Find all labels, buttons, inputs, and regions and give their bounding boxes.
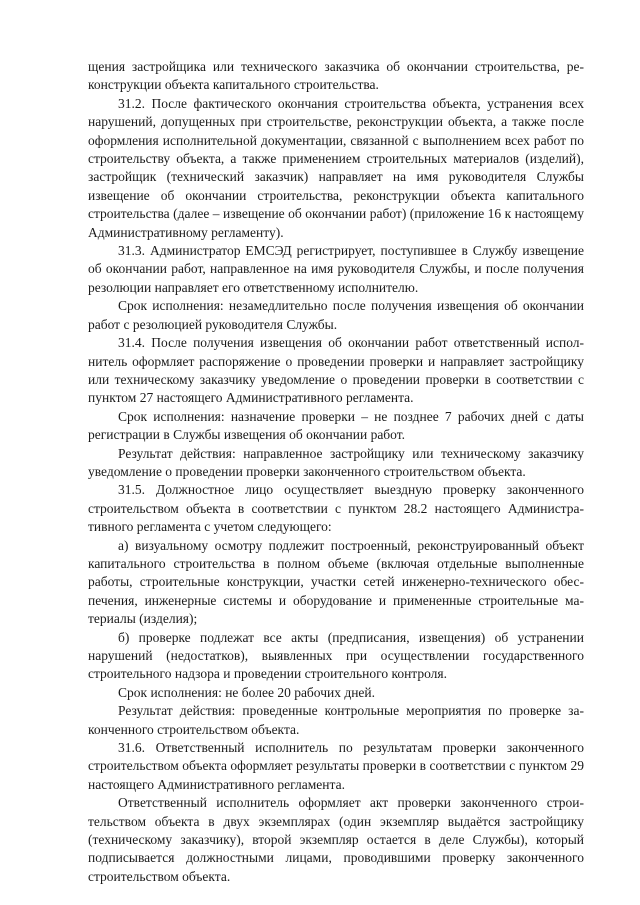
paragraph-31-5-item-a: а) визуальному осмотру подлежит построенный, реконструированный объект капитального строительства в полном объеме (включая отдельные выполненные работы, строительные конструкции, участки сетей инженерно-технического обеспечения, инженерные системы и оборудование и примененные строительные материалы (изделия); [88,537,584,627]
paragraph-31-5: 31.5. Должностное лицо осуществляет выездную проверку законченного строительством объекта в соответствии с пунктом 28.2 настоящего Административного регламента с учетом следующего: [88,482,584,535]
paragraph-31-2: 31.2. После фактического окончания строительства объекта, устранения всех нарушений, допущенных при строительстве, реконструкции объекта, а также после оформления исполнительной документации, связанной с выполнением всех работ по строительству объекта, а также применением строительных материалов (изделий), застройщик (технический заказчик) направляет на имя руководителя Службы извещение об окончании строительства, реконструкции объекта капитального строительства (далее – извещение об окончании работ) (приложение 16 к настоящему Административному регламенту). [88,95,584,240]
paragraph-31-5-item-b: б) проверке подлежат все акты (предписания, извещения) об устранении нарушений (недостатков), выявленных при осуществлении государственного строительного надзора и проведении строительного контроля. [88,629,584,682]
paragraph-31-5-deadline: Срок исполнения: не более 20 рабочих дней. [118,684,376,700]
paragraph-31-3-deadline: Срок исполнения: незамедлительно после получения извещения об окончании работ с резолюцией руководителя Службы. [88,298,584,332]
paragraph-31-3: 31.3. Администратор ЕМСЭД регистрирует, поступившее в Службу извещение об окончании работ, направленное на имя руководителя Службы, и после получения резолюции направляет его ответственному исполнителю. [88,243,584,295]
paragraph-31-6-act: Ответственный исполнитель оформляет акт проверки законченного строительством объекта в двух экземплярах (один экземпляр выдаётся застройщику (техническому заказчику), второй экземпляр остается в деле Службы), который подписывается должностными лицами, проводившими проверку законченного строительством объекта. [88,795,584,884]
paragraph-31-4-deadline: Срок исполнения: назначение проверки – не позднее 7 рабочих дней с даты регистрации в Службы извещения об окончании работ. [88,408,584,443]
paragraph-continuation: щения застройщика или технического заказчика об окончании строительства, реконструкции объекта капитального строительства. [88,59,584,93]
paragraph-31-4-result: Результат действия: направленное застройщику или техническому заказчику уведомление о проведении проверки законченного строительством объекта. [88,445,584,479]
paragraph-31-5-result: Результат действия: проведенные контрольные мероприятия по проверке законченного строительством объекта. [88,703,584,737]
paragraph-31-4: 31.4. После получения извещения об окончании работ ответственный исполнитель оформляет распоряжение о проведении проверки и направляет застройщику или техническому заказчику уведомление о проведении проверки в соответствии с пунктом 27 настоящего Административного регламента. [88,335,584,406]
document-page [88,58,584,886]
paragraph-31-6: 31.6. Ответственный исполнитель по результатам проверки законченного строительством объекта оформляет результаты проверки в соответствии с пунктом 29 настоящего Административного регламента. [88,740,584,792]
